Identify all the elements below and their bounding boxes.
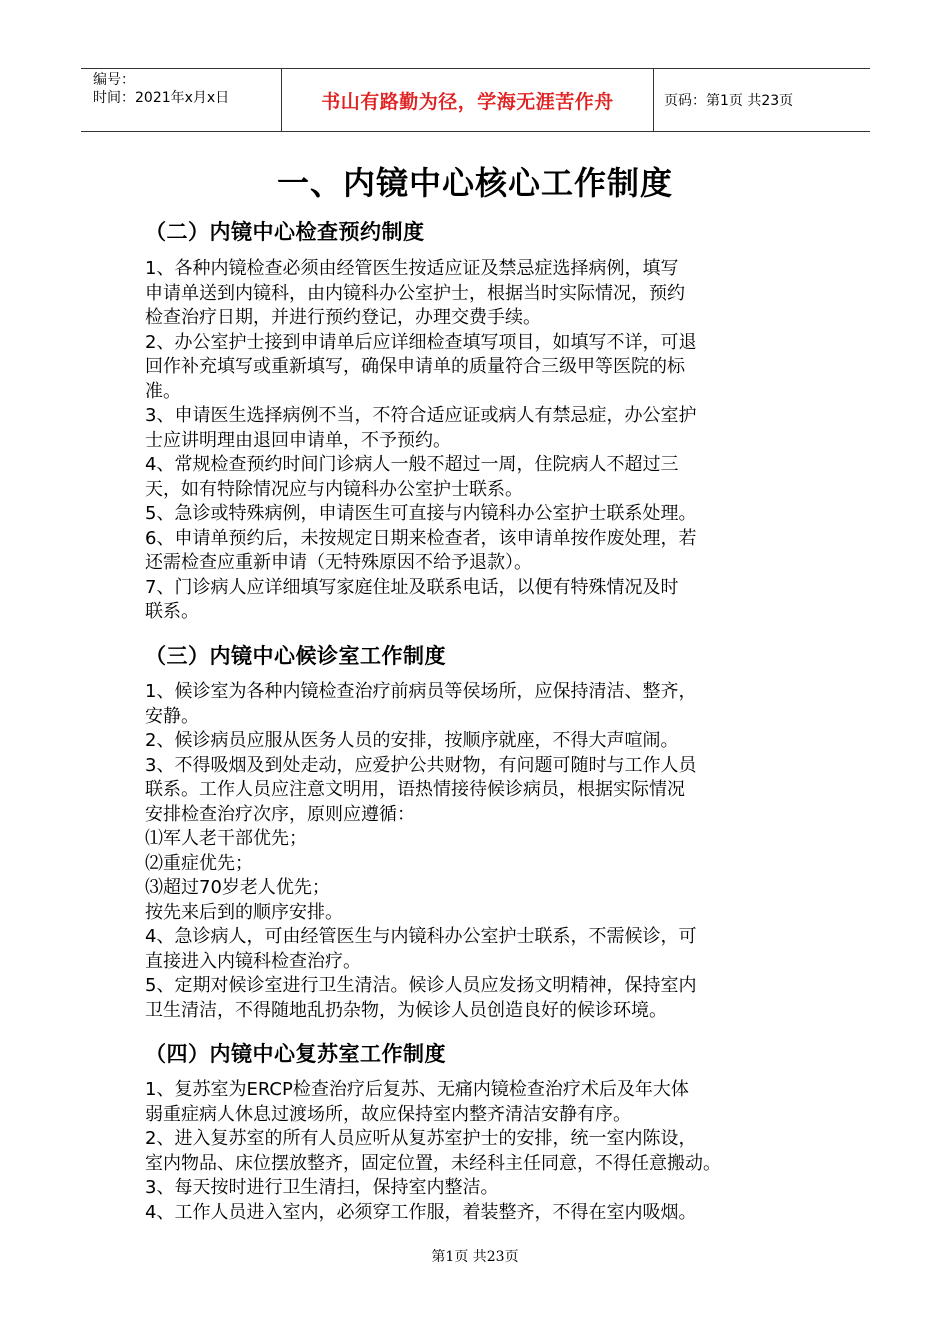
paragraph-line: 卫生清洁，不得随地乱扔杂物，为候诊人员创造良好的候诊环境。 bbox=[145, 999, 667, 1021]
paragraph-line: 6、申请单预约后，未按规定日期来检查者，该申请单按作废处理，若 bbox=[145, 527, 697, 549]
paragraph-line: 室内物品、床位摆放整齐，固定位置，未经科主任同意，不得任意搬动。 bbox=[145, 1152, 721, 1174]
paragraph-line: 3、每天按时进行卫生清扫，保持室内整洁。 bbox=[145, 1177, 499, 1198]
paragraph-line: 弱重症病人休息过渡场所，故应保持室内整齐清洁安静有序。 bbox=[145, 1103, 631, 1125]
paragraph-line: 5、定期对候诊室进行卫生清洁。候诊人员应发扬文明精神，保持室内 bbox=[145, 975, 697, 996]
paragraph-line: 7、门诊病人应详细填写家庭住址及联系电话，以便有特殊情况及时 bbox=[145, 576, 679, 598]
paragraph-line: 安静。 bbox=[145, 705, 199, 727]
header-page-number: 页码：第1页 共23页 bbox=[664, 93, 794, 109]
paragraph-line: ⑶超过70岁老人优先； bbox=[145, 877, 330, 898]
paragraph-line: 2、进入复苏室的所有人员应听从复苏室护士的安排，统一室内陈设， bbox=[145, 1128, 697, 1149]
paragraph-line: 4、常规检查预约时间门诊病人一般不超过一周，住院病人不超过三 bbox=[145, 454, 679, 475]
paragraph-line: ⑴军人老干部优先； bbox=[145, 828, 307, 849]
paragraph-line: 申请单送到内镜科，由内镜科办公室护士，根据当时实际情况，预约 bbox=[145, 282, 685, 304]
document-number-label: 编号： bbox=[93, 72, 135, 88]
paragraph-line: 4、急诊病人，可由经管医生与内镜科办公室护士联系，不需候诊，可 bbox=[145, 926, 697, 947]
paragraph-line: 联系。 bbox=[145, 601, 199, 622]
paragraph-line: 检查治疗日期，并进行预约登记，办理交费手续。 bbox=[145, 307, 541, 328]
paragraph-line: 按先来后到的顺序安排。 bbox=[145, 901, 343, 923]
paragraph-line: 5、急诊或特殊病例，申请医生可直接与内镜科办公室护士联系处理。 bbox=[145, 503, 697, 524]
page-footer: 第1页 共23页 bbox=[431, 1249, 519, 1265]
page-header bbox=[81, 68, 870, 132]
section-body-waiting-room bbox=[145, 680, 825, 1023]
paragraph-line: 4、工作人员进入室内，必须穿工作服，着装整齐，不得在室内吸烟。 bbox=[145, 1201, 697, 1223]
header-meta bbox=[81, 69, 281, 131]
section-body-recovery-room bbox=[145, 1078, 825, 1225]
header-page-cell bbox=[654, 69, 870, 131]
header-motto: 书山有路勤为径，学海无涯苦作舟 bbox=[321, 90, 614, 113]
header-motto-cell bbox=[281, 69, 654, 131]
paragraph-line: 天，如有特除情况应与内镜科办公室护士联系。 bbox=[145, 478, 523, 500]
paragraph-line: 1、复苏室为ERCP检查治疗后复苏、无痛内镜检查治疗术后及年大体 bbox=[145, 1079, 689, 1100]
paragraph-line: 3、申请医生选择病例不当，不符合适应证或病人有禁忌症，办公室护 bbox=[145, 405, 697, 426]
section-heading-appointment: （二）内镜中心检查预约制度 bbox=[145, 220, 425, 244]
paragraph-line: 2、办公室护士接到申请单后应详细检查填写项目，如填写不详，可退 bbox=[145, 331, 697, 353]
paragraph-line: 直接进入内镜科检查治疗。 bbox=[145, 950, 361, 972]
paragraph-line: 1、候诊室为各种内镜检查治疗前病员等侯场所，应保持清洁、整齐， bbox=[145, 681, 697, 702]
section-heading-recovery-room: （四）内镜中心复苏室工作制度 bbox=[145, 1042, 446, 1066]
document-time-label: 时间：2021年x月x日 bbox=[93, 90, 230, 106]
section-heading-waiting-room: （三）内镜中心候诊室工作制度 bbox=[145, 644, 446, 668]
section-body-appointment bbox=[145, 257, 825, 625]
paragraph-line: 3、不得吸烟及到处走动，应爱护公共财物，有问题可随时与工作人员 bbox=[145, 754, 697, 776]
paragraph-line: 还需检查应重新申请（无特殊原因不给予退款）。 bbox=[145, 552, 532, 573]
paragraph-line: ⑵重症优先； bbox=[145, 852, 253, 874]
document-title: 一、内镜中心核心工作制度 bbox=[276, 164, 673, 202]
paragraph-line: 准。 bbox=[145, 380, 181, 402]
paragraph-line: 安排检查治疗次序，原则应遵循： bbox=[145, 803, 415, 825]
paragraph-line: 2、候诊病员应服从医务人员的安排，按顺序就座，不得大声喧闹。 bbox=[145, 730, 679, 751]
paragraph-line: 1、各种内镜检查必须由经管医生按适应证及禁忌症选择病例，填写 bbox=[145, 258, 679, 279]
paragraph-line: 联系。工作人员应注意文明用，语热情接待候诊病员，根据实际情况 bbox=[145, 779, 685, 800]
paragraph-line: 士应讲明理由退回申请单，不予预约。 bbox=[145, 429, 451, 451]
paragraph-line: 回作补充填写或重新填写，确保申请单的质量符合三级甲等医院的标 bbox=[145, 356, 685, 377]
